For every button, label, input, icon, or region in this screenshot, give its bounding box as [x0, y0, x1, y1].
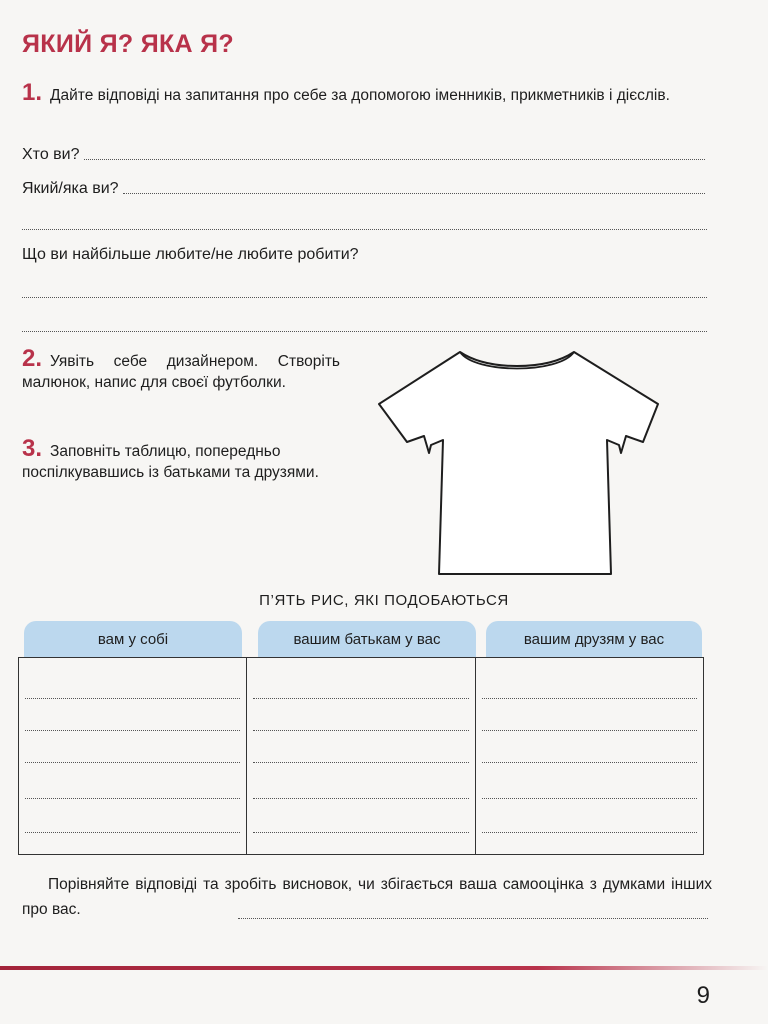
conclusion-answer-line[interactable]	[238, 918, 708, 919]
trait-answer-line[interactable]	[253, 698, 468, 699]
answer-line[interactable]	[22, 297, 707, 298]
traits-column-self	[19, 658, 247, 854]
trait-answer-line[interactable]	[482, 730, 697, 731]
question-likes-label: Що ви найбільше любите/не любите робити?	[22, 246, 359, 263]
task-1-number: 1.	[22, 79, 43, 106]
answer-line[interactable]	[22, 229, 707, 230]
question-who-label: Хто ви?	[22, 146, 80, 163]
answer-line[interactable]	[22, 331, 707, 332]
question-what-kind-label: Який/яка ви?	[22, 180, 119, 197]
trait-answer-line[interactable]	[482, 832, 697, 833]
footer-divider	[0, 966, 768, 970]
trait-answer-line[interactable]	[25, 832, 240, 833]
trait-answer-line[interactable]	[25, 798, 240, 799]
task-2	[22, 345, 340, 393]
task-3-number: 3.	[22, 435, 43, 462]
tshirt-drawing-area[interactable]	[375, 348, 660, 578]
question-likes	[22, 246, 705, 264]
page-title: ЯКИЙ Я? ЯКА Я?	[22, 30, 234, 58]
answer-what-kind-field[interactable]	[123, 192, 705, 194]
trait-answer-line[interactable]	[25, 698, 240, 699]
task-3	[22, 435, 340, 483]
question-who	[22, 146, 705, 164]
column-header-parents: вашим батькам у вас	[258, 621, 476, 657]
trait-answer-line[interactable]	[253, 832, 468, 833]
trait-answer-line[interactable]	[482, 762, 697, 763]
table-header-tabs	[24, 621, 706, 661]
column-header-self: вам у собі	[24, 621, 242, 657]
trait-answer-line[interactable]	[482, 698, 697, 699]
trait-answer-line[interactable]	[25, 730, 240, 731]
task-2-number: 2.	[22, 345, 43, 372]
page-number: 9	[696, 982, 710, 1009]
trait-answer-line[interactable]	[482, 798, 697, 799]
table-title: П’ЯТЬ РИС, ЯКІ ПОДОБАЮТЬСЯ	[259, 592, 509, 609]
task-2-text: Уявіть себе дизайнером. Створіть малюнок, напис для своєї футболки.	[22, 353, 340, 391]
traits-column-parents	[247, 658, 475, 854]
trait-answer-line[interactable]	[253, 730, 468, 731]
question-what-kind	[22, 180, 705, 198]
column-header-friends: вашим друзям у вас	[486, 621, 702, 657]
trait-answer-line[interactable]	[25, 762, 240, 763]
conclusion-text: Порівняйте відповіді та зробіть висновок, чи збігається ваша самооцінка з думками інших про вас.	[22, 876, 712, 918]
conclusion-prompt	[22, 872, 712, 922]
task-3-text: Заповніть таблицю, попередньо поспілкувавшись із батьками та друзями.	[22, 443, 319, 481]
traits-column-friends	[476, 658, 703, 854]
answer-who-field[interactable]	[84, 158, 706, 160]
task-1-text: Дайте відповіді на запитання про себе за допомогою іменників, прикметників і дієслів.	[50, 87, 670, 104]
trait-answer-line[interactable]	[253, 762, 468, 763]
traits-table	[18, 657, 704, 855]
task-1	[22, 79, 712, 106]
trait-answer-line[interactable]	[253, 798, 468, 799]
tshirt-outline	[379, 352, 658, 574]
